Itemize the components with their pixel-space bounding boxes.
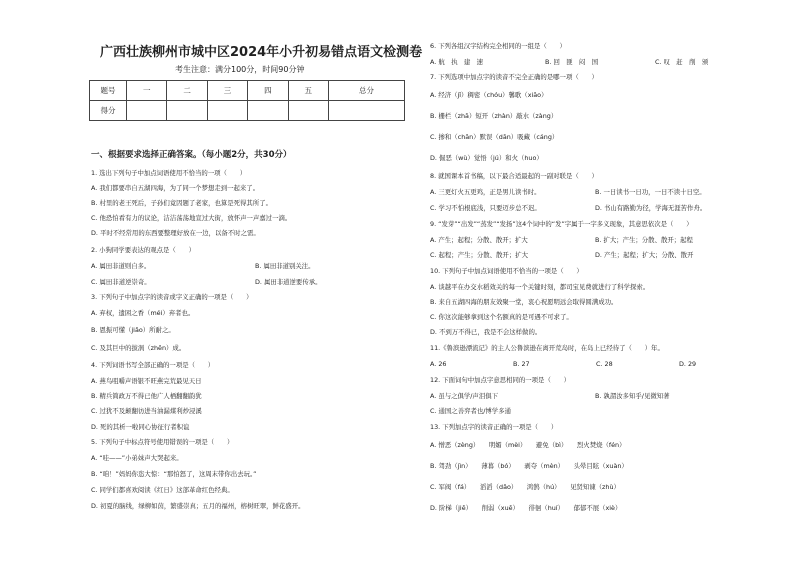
option: C. 过犹不及颠翻彷进当油漏煤利炒浸溪 xyxy=(91,407,202,415)
score-input-cell[interactable] xyxy=(288,101,328,121)
question-4: 4. 下列词语书写全部正确的一项是（ ） xyxy=(91,361,215,369)
question-10: 10. 下列句子中加点词语使用不恰当的一项是（ ） xyxy=(430,267,583,275)
option: C. 掺和（chān）默误（dān）吸藏（cáng） xyxy=(430,133,559,141)
option: C. 学习不怕根底浅，只要迈步总不迟。 xyxy=(430,204,541,212)
score-cell: 四 xyxy=(248,81,288,101)
score-cell: 题号 xyxy=(90,81,127,101)
exam-title: 广西壮族柳州市城中区2024年小升初易错点语文检测卷 xyxy=(100,45,423,60)
option: D. 倔恶（wù）觉悟（jú）和火（huo） xyxy=(430,154,543,162)
question-5: 5. 下列句子中标点符号使用错误的一项是（ ） xyxy=(91,438,234,446)
option: A. 航 执 建 速 xyxy=(430,58,484,66)
score-cell: 三 xyxy=(207,81,247,101)
question-7: 7. 下列选项中加点字的读音不完全正确的是哪一项（ ） xyxy=(430,73,598,81)
option: B. 来自五湖四海的朋友效聚一堂，衷心祝愿明远会取得圆满成功。 xyxy=(430,298,618,306)
option: C. 起程；产生；分散、散开；扩大 xyxy=(430,251,528,259)
option: C. 通国之善弈者也/博学多通 xyxy=(430,407,511,415)
question-1: 1. 选出下列句子中加点词语使用不恰当的一项（ ） xyxy=(91,169,247,177)
option: A. 燕鸟咀嚼声语银不旺燕完荒最见天日 xyxy=(91,377,202,385)
option: A. 属田非道则自多。 xyxy=(91,262,151,270)
option: D. 初夏的脑线，绿柳如茵，繁盛崇真；五月的福州，榕树旺翠，鲜花盛开。 xyxy=(91,502,305,510)
score-table-header-row xyxy=(90,81,405,101)
option: D. 不到万不得已，我是不会这样做的。 xyxy=(430,328,542,336)
score-input-cell[interactable] xyxy=(207,101,247,121)
option: C. 他恐怕看有力的议论，洁洁荡荡地宣过大街，放怀声一声嘉过一滴。 xyxy=(91,214,292,222)
option: A. 我们都要串自五湖四海，为了同一个梦想走到一起来了。 xyxy=(91,184,260,192)
option: C. 同学们都喜欢阅读《红日》这部革命红色经典。 xyxy=(91,486,234,494)
score-cell: 一 xyxy=(127,81,167,101)
option: A. 产生；起程；分散、散开；扩大 xyxy=(430,236,528,244)
section-heading: 一、根据要求选择正确答案。（每小题2分，共30分） xyxy=(91,150,292,160)
option: D. 29 xyxy=(679,360,697,368)
option: B. 恩振可懂（jiǎo）所耐之。 xyxy=(91,326,175,334)
option: A. 弃权，遗困之香（méi）弃者也。 xyxy=(91,309,195,317)
option: B. 孰謂汝多知乎/见微知著 xyxy=(595,392,670,400)
score-input-cell[interactable] xyxy=(127,101,167,121)
option: C. 你这次能够拿到这个名额真的是可遇不可求了。 xyxy=(430,313,573,321)
option: A. 谈越平在办交水稻效关的每一个关键时刻，都司宝见费就进行了科学探索。 xyxy=(430,283,650,291)
option: B. 扩大；产生；分散、散开；起程 xyxy=(595,236,693,244)
option: D. 平时不经常用的东西要整理好放在一边，以备不时之需。 xyxy=(91,229,260,237)
score-cell: 得分 xyxy=(90,101,127,121)
option: B. 一日读书一日功，一日不读十日空。 xyxy=(595,188,706,196)
option: A. 憎恶（zèng） 明媚（mèi） 避免（bì） 烈火焚烧（fén） xyxy=(430,441,626,449)
score-input-cell[interactable] xyxy=(328,101,404,121)
score-cell: 二 xyxy=(167,81,207,101)
option: A. 虽与之俱学/声泪俱下 xyxy=(430,392,498,400)
option: A. 三更灯火五更鸡，正是男儿读书时。 xyxy=(430,188,541,196)
score-input-cell[interactable] xyxy=(167,101,207,121)
option: D. 产生；起程；扩大；分散、散开 xyxy=(595,251,694,259)
option: B. 回 匪 闷 国 xyxy=(545,58,599,66)
question-6: 6. 下列各组汉字结构完全相同的一组是（ ） xyxy=(430,42,566,50)
option: C. 叹 赶 削 颁 xyxy=(655,58,709,66)
option: D. 阶梯（jiē） 削弱（xuē） 徘徊（huí） 郁郁不展（xiè） xyxy=(430,504,622,512)
question-9: 9. “发芽”“出发”“蒸发”“发扬”这4个词中的“发”字属于一字多义现象，其意思依次是（ ） xyxy=(430,220,693,228)
option: B. 村里的老王死后，子孙们竟因题了老家，也算是死得其所了。 xyxy=(91,199,272,207)
score-input-cell[interactable] xyxy=(248,101,288,121)
score-cell: 总分 xyxy=(328,81,404,101)
option: C. 28 xyxy=(596,360,613,368)
option: B. 驾劲（jìn） 薄暮（bó） 剥夺（mèn） 头晕目眩（xuàn） xyxy=(430,462,628,470)
option: C. 属田非道逆崇奇。 xyxy=(91,278,151,286)
question-12: 12. 下面词句中加点字意思相同的一项是（ ） xyxy=(430,376,571,384)
option: B. “咱！”妈妈你恣大惊：“那怕怒了，这周末带你出去玩。” xyxy=(91,470,257,478)
option: B. 属田非道别关注。 xyxy=(255,262,315,270)
question-11: 11.《鲁滨逊漂流记》的主人公鲁滨逊在离开荒岛时，在岛上已经待了（ ）年。 xyxy=(430,344,664,352)
question-8: 8. 就国课本首书稿，以下最合适最起的一副对联是（ ） xyxy=(430,172,598,180)
option: D. 属田非道逆要传承。 xyxy=(255,278,322,286)
question-13: 13. 下列加点字的读音正确的一项是（ ） xyxy=(430,423,558,431)
option: D. 死的其析一啦同心协征行者积谊 xyxy=(91,423,190,431)
exam-notice: 考生注意：满分100分，时间90分钟 xyxy=(175,65,305,74)
question-3: 3. 下列句子中加点字的读音或字义正确的一项是（ ） xyxy=(91,293,253,301)
option: C. 军阀（fá） 滔滔（dǎo） 鸿鹄（hú） 见贤知谏（zhù） xyxy=(430,483,620,491)
option: B. 栅栏（zhā）短开（zhàn）敲水（zàng） xyxy=(430,112,558,120)
score-table-score-row xyxy=(90,101,405,121)
score-cell: 五 xyxy=(288,81,328,101)
option: A. 经济（jǐ）稠密（chóu）馨歌（xiāo） xyxy=(430,91,548,99)
option: B. 精兵简政万不得已他广人栖翻翻韵犹 xyxy=(91,392,202,400)
option: B. 27 xyxy=(513,360,530,368)
option: A. 26 xyxy=(430,360,447,368)
option: A. “哇——”小弟妹声大哭起来。 xyxy=(91,454,183,462)
score-table xyxy=(89,80,405,121)
option: D. 书山有路勤为径，学海无涯苦作舟。 xyxy=(595,204,707,212)
question-2: 2. 小狗同学要表达的观点是（ ） xyxy=(91,246,195,254)
option: C. 及其巨中的拔涡（zhēn）成。 xyxy=(91,344,186,352)
